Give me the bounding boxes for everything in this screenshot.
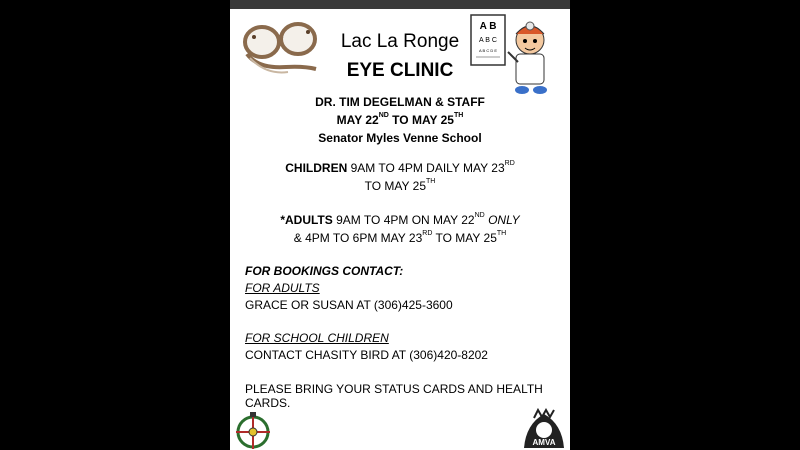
eye-chart-row3: A B C D E — [478, 48, 498, 53]
location-line: Senator Myles Venne School — [318, 131, 482, 145]
top-bar — [230, 0, 570, 9]
for-adults-heading: FOR ADULTS — [245, 281, 320, 295]
reminder-line: PLEASE BRING YOUR STATUS CARDS AND HEALTH CARDS. — [245, 382, 543, 410]
adults-hours-line1: *ADULTS 9AM TO 4PM ON MAY 22ND ONLY — [280, 212, 520, 227]
children-hours-line2: TO MAY 25TH — [364, 178, 436, 193]
amva-logo-text: AMVA — [532, 438, 556, 447]
title-line1: Lac La Ronge — [340, 31, 460, 52]
title-line2: EYE CLINIC — [346, 60, 454, 81]
for-school-children-heading: FOR SCHOOL CHILDREN — [245, 331, 389, 345]
eye-doctor-icon — [468, 12, 568, 96]
children-hours-line1: CHILDREN 9AM TO 4PM DAILY MAY 23RD — [285, 160, 515, 175]
eye-chart-row1: A B — [479, 21, 497, 32]
medicine-wheel-logo-icon — [230, 410, 276, 450]
eye-chart-row2: A B C — [479, 37, 497, 44]
adults-contact: GRACE OR SUSAN AT (306)425-3600 — [245, 298, 453, 312]
bookings-heading: FOR BOOKINGS CONTACT: — [245, 264, 404, 278]
children-contact: CONTACT CHASITY BIRD AT (306)420-8202 — [245, 348, 488, 362]
flyer-page — [230, 0, 570, 450]
dates-line: MAY 22ND TO MAY 25TH — [336, 112, 464, 127]
doctor-line: DR. TIM DEGELMAN & STAFF — [315, 95, 485, 109]
amva-logo-icon — [520, 408, 568, 450]
adults-hours-line2: & 4PM TO 6PM MAY 23RD TO MAY 25TH — [293, 230, 507, 245]
